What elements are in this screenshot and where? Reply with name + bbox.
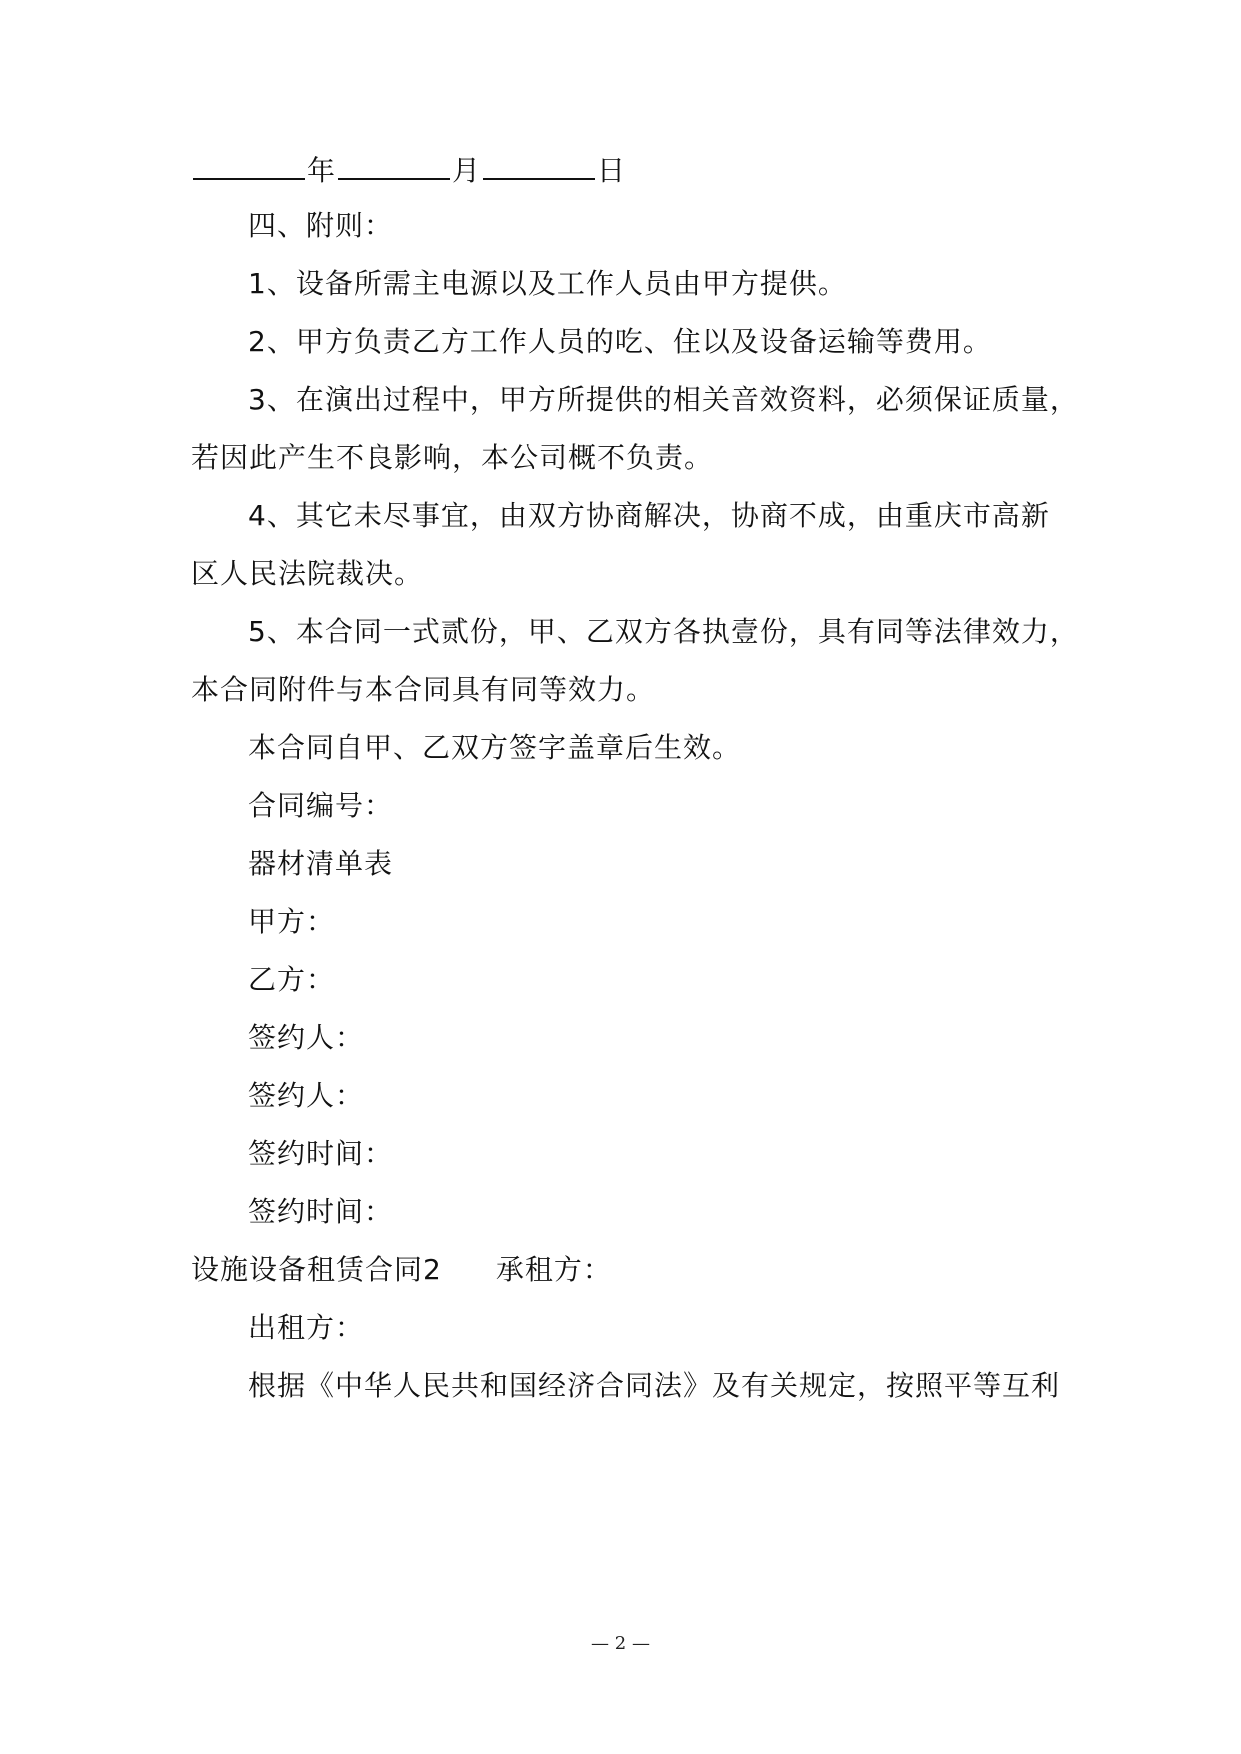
month-label: 月 [452,154,482,187]
clause-5-line-1: 5、本合同一式贰份，甲、乙双方各执壹份，具有同等法律效力， [248,615,1079,648]
effective-statement: 本合同自甲、乙双方签字盖章后生效。 [248,731,742,764]
party-a-label: 甲方： [248,905,336,938]
contract-2-heading [191,1250,1071,1290]
lessor-label: 出租方： [248,1311,365,1344]
clause-3-line-1: 3、在演出过程中，甲方所提供的相关音效资料，必须保证质量， [248,383,1079,416]
contract-number-label: 合同编号： [248,789,394,822]
contract-2-title: 设施设备租赁合同2 [191,1253,442,1286]
contract-2-intro: 根据《中华人民共和国经济合同法》及有关规定，按照平等互利 [248,1369,1061,1402]
clause-2: 2、甲方负责乙方工作人员的吃、住以及设备运输等费用。 [248,325,992,358]
clause-5-line-2: 本合同附件与本合同具有同等效力。 [191,673,656,706]
equipment-list-label: 器材清单表 [248,847,394,880]
sign-time-a-label: 签约时间： [248,1137,394,1170]
lessee-label: 承租方： [495,1253,612,1286]
signer-a-label: 签约人： [248,1021,365,1054]
section-title: 四、附则： [248,209,394,242]
clause-4-line-1: 4、其它未尽事宜，由双方协商解决，协商不成，由重庆市高新 [248,499,1050,532]
clause-4-line-2: 区人民法院裁决。 [191,557,424,590]
sign-time-b-label: 签约时间： [248,1195,394,1228]
date-line [191,148,1071,191]
day-blank [483,148,595,180]
year-label: 年 [307,154,337,187]
day-label: 日 [597,154,627,187]
clause-3-line-2: 若因此产生不良影响，本公司概不负责。 [191,441,714,474]
page-number: — 2 — [591,1633,650,1654]
month-blank [338,148,450,180]
clause-1: 1、设备所需主电源以及工作人员由甲方提供。 [248,267,847,300]
party-b-label: 乙方： [248,963,336,996]
year-blank [193,148,305,180]
signer-b-label: 签约人： [248,1079,365,1112]
